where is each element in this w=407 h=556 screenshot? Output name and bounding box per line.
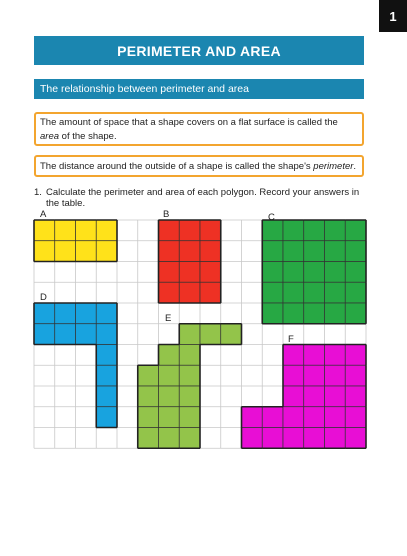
polygon-cell [159, 282, 180, 303]
polygon-cell [283, 303, 304, 324]
polygon-cell [96, 241, 117, 262]
shape-label-f: F [288, 334, 294, 345]
polygon-cell [345, 303, 366, 324]
polygon-cell [34, 241, 55, 262]
question-text: Calculate the perimeter and area of each polygon. Record your answers in the table. [46, 187, 360, 209]
polygon-cell [325, 345, 346, 366]
polygon-cell [304, 345, 325, 366]
polygon-cell [34, 303, 55, 324]
question-number: 1. [34, 187, 42, 198]
polygon-cell [179, 407, 200, 428]
polygon-cell [200, 282, 221, 303]
polygon-cell [179, 428, 200, 449]
polygon-cell [283, 365, 304, 386]
polygon-cell [179, 241, 200, 262]
polygon-cell [325, 282, 346, 303]
polygon-cell [159, 407, 180, 428]
polygon-cell [262, 220, 283, 241]
polygon-cell [325, 407, 346, 428]
polygon-cell [159, 386, 180, 407]
polygon-cell [179, 386, 200, 407]
polygon-cell [325, 220, 346, 241]
polygon-cell [96, 220, 117, 241]
polygon-cell [76, 241, 97, 262]
polygon-cell [179, 324, 200, 345]
polygon-cell [345, 386, 366, 407]
polygon-cell [345, 345, 366, 366]
perimeter-term: perimeter [313, 161, 354, 172]
polygon-cell [221, 324, 242, 345]
polygon-cell [159, 241, 180, 262]
polygon-cell [34, 220, 55, 241]
polygon-cell [304, 365, 325, 386]
polygon-cell [325, 428, 346, 449]
polygon-cell [96, 365, 117, 386]
polygon-cell [304, 262, 325, 283]
polygon-cell [200, 220, 221, 241]
polygon-cell [96, 324, 117, 345]
polygon-cell [242, 428, 263, 449]
polygon-cell [76, 220, 97, 241]
page-title: PERIMETER AND AREA [34, 36, 364, 65]
polygon-cell [262, 282, 283, 303]
area-term: area [40, 131, 60, 142]
polygon-cell [325, 241, 346, 262]
polygon-cell [179, 345, 200, 366]
polygon-cell [304, 303, 325, 324]
polygon-cell [200, 324, 221, 345]
polygon-cell [304, 386, 325, 407]
polygon-cell [283, 220, 304, 241]
polygon-cell [138, 365, 159, 386]
polygon-a [34, 220, 117, 262]
polygon-cell [283, 345, 304, 366]
polygon-cell [325, 365, 346, 386]
polygon-cell [345, 365, 366, 386]
polygon-cell [138, 386, 159, 407]
polygon-cell [159, 365, 180, 386]
polygon-cell [179, 262, 200, 283]
polygon-cell [159, 262, 180, 283]
polygon-cell [283, 407, 304, 428]
polygon-cell [138, 407, 159, 428]
page-number: 1 [379, 0, 407, 32]
polygon-cell [76, 324, 97, 345]
polygon-cell [283, 262, 304, 283]
polygon-cell [262, 407, 283, 428]
polygon-c [262, 220, 366, 324]
polygon-cell [262, 262, 283, 283]
polygon-cell [96, 303, 117, 324]
polygon-cell [55, 303, 76, 324]
shape-label-e: E [165, 313, 172, 324]
perimeter-definition-end: . [353, 161, 357, 172]
polygon-cell [262, 428, 283, 449]
polygon-cell [345, 428, 366, 449]
polygon-cell [200, 262, 221, 283]
polygon-cell [325, 303, 346, 324]
section-heading: The relationship between perimeter and area [34, 79, 364, 99]
polygon-cell [325, 262, 346, 283]
polygon-cell [283, 282, 304, 303]
polygon-cell [159, 428, 180, 449]
polygon-cell [345, 282, 366, 303]
polygon-cell [159, 220, 180, 241]
polygon-cell [304, 282, 325, 303]
polygon-cell [159, 345, 180, 366]
shape-label-d: D [40, 292, 47, 303]
polygon-cell [325, 386, 346, 407]
polygon-cell [179, 282, 200, 303]
polygon-cell [138, 428, 159, 449]
polygon-cell [55, 324, 76, 345]
polygon-cell [55, 220, 76, 241]
polygon-cell [345, 407, 366, 428]
shape-label-b: B [163, 209, 170, 220]
polygon-cell [96, 407, 117, 428]
polygon-cell [55, 241, 76, 262]
polygon-cell [200, 241, 221, 262]
polygon-cell [34, 324, 55, 345]
polygon-b [159, 220, 221, 303]
polygon-cell [242, 407, 263, 428]
perimeter-definition-text: The distance around the outside of a shape is called the shape's [40, 161, 314, 172]
polygon-cell [345, 262, 366, 283]
polygon-cell [304, 220, 325, 241]
polygon-cell [96, 345, 117, 366]
polygon-f [242, 345, 367, 449]
polygon-cell [345, 220, 366, 241]
polygon-cell [76, 303, 97, 324]
polygon-cell [179, 220, 200, 241]
shape-label-c: C [268, 212, 275, 223]
polygon-cell [179, 365, 200, 386]
polygon-cell [283, 428, 304, 449]
polygon-cell [262, 241, 283, 262]
polygon-cell [304, 428, 325, 449]
area-definition-end: of the shape. [59, 131, 117, 142]
polygon-cell [283, 386, 304, 407]
polygon-cell [283, 241, 304, 262]
polygon-cell [262, 303, 283, 324]
area-definition-text: The amount of space that a shape covers on a flat surface is called the [40, 117, 338, 128]
polygon-cell [304, 241, 325, 262]
shape-label-a: A [40, 209, 47, 220]
polygon-cell [345, 241, 366, 262]
polygon-cell [304, 407, 325, 428]
polygon-cell [96, 386, 117, 407]
